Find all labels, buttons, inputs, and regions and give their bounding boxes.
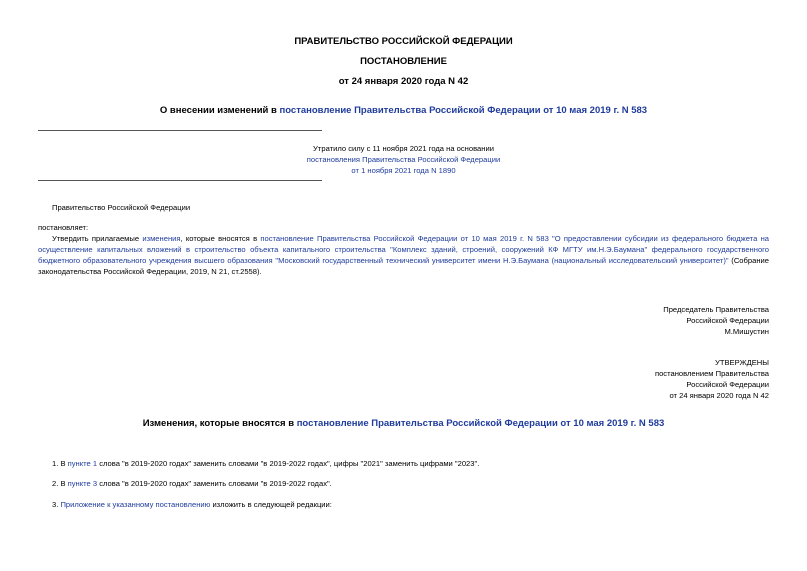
item-2-text: слова "в 2019-2020 годах" заменить словами "в 2019-2022 годах". [97, 479, 332, 488]
approval-paragraph [38, 233, 769, 277]
change-item-3 [52, 499, 332, 510]
document-date-number: от 24 января 2020 года N 42 [338, 76, 469, 87]
status-line: Утратило силу с 11 ноября 2021 года на основании [313, 144, 494, 153]
document-type: ПОСТАНОВЛЕНИЕ [360, 56, 447, 67]
item-3-prefix: 3. [52, 500, 61, 509]
approved-date: от 24 января 2020 года N 42 [669, 391, 769, 400]
item-2-link[interactable]: пункте 3 [67, 479, 98, 488]
decree-link[interactable]: постановление Правительства Российской Федерации от 10 мая 2019 г. N 583 "О предоставлении субсидии из федерального бюджета на осуществление капитальных вложений в строительство объекта капитального строительства "Комплекс зданий, строений, сооружений КФ МГТУ им.Н.Э.Баумана" федерального государственного бюджетного образовательного учреждения высшего образования "Московский государственный технический университет имени Н.Э.Баумана (национальный исследовательский университет)" [38, 234, 769, 265]
approved-by: постановлением Правительства [654, 369, 769, 378]
approval-mid: , которые вносятся в [180, 234, 261, 243]
change-item-1 [52, 458, 479, 469]
changes-heading-prefix: Изменения, которые вносятся в [142, 418, 297, 429]
signature-name: М.Мишустин [724, 327, 769, 336]
decides-text: постановляет: [38, 223, 89, 232]
item-2-prefix: 2. В [52, 479, 68, 488]
item-3-link-decree[interactable]: постановлению [155, 500, 211, 509]
changes-link[interactable]: изменения [142, 234, 181, 243]
government-heading: ПРАВИТЕЛЬСТВО РОССИЙСКОЙ ФЕДЕРАЦИИ [294, 36, 513, 47]
government-name: Правительство Российской Федерации [52, 203, 191, 212]
item-1-prefix: 1. В [52, 459, 68, 468]
signature-position: Председатель Правительства [663, 305, 769, 314]
divider-bottom [38, 180, 322, 181]
approval-suffix: (Собрание законодательства Российской Федерации, 2019, N 21, ст.2558). [38, 256, 769, 276]
signature-country: Российской Федерации [686, 316, 769, 325]
status-link-date[interactable]: от 1 ноября 2021 года N 1890 [351, 166, 456, 175]
item-1-link[interactable]: пункте 1 [67, 459, 98, 468]
divider-top [38, 130, 322, 131]
changes-heading-link[interactable]: постановление Правительства Российской Федерации от 10 мая 2019 г. N 583 [296, 418, 665, 429]
approved-block [655, 357, 769, 401]
status-link-decree[interactable]: постановления Правительства Российской Федерации [306, 155, 501, 164]
item-3-link-appendix[interactable]: Приложение к указанному [60, 500, 154, 509]
changes-heading [0, 418, 807, 429]
title-prefix: О внесении изменений в [159, 105, 280, 116]
item-1-text: слова "в 2019-2020 годах" заменить словами "в 2019-2022 годах", цифры "2021" заменить цифрами "2023". [97, 459, 480, 468]
approval-prefix: Утвердить прилагаемые [52, 234, 143, 243]
change-item-2 [52, 478, 332, 489]
item-3-text: изложить в следующей редакции: [210, 500, 332, 509]
document-title [0, 105, 807, 116]
signature-block [663, 304, 769, 337]
approved-country: Российской Федерации [686, 380, 769, 389]
approved-label: УТВЕРЖДЕНЫ [715, 358, 769, 367]
status-box [198, 143, 609, 176]
title-decree-link[interactable]: постановление Правительства Российской Федерации от 10 мая 2019 г. N 583 [279, 105, 648, 116]
